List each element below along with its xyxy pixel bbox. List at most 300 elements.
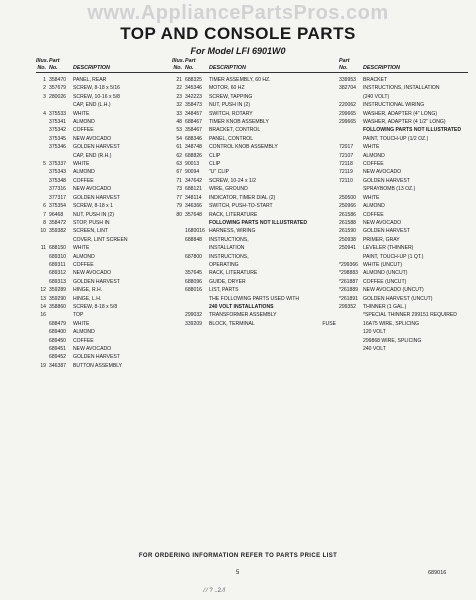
- illus-number: [36, 118, 49, 126]
- part-row: [318, 236, 468, 244]
- part-description: *SPECIAL THINNER 299151 REQUIRED: [363, 312, 457, 319]
- part-description: BUTTON ASSEMBLY: [73, 362, 123, 369]
- part-number: [49, 236, 73, 244]
- part-row: [172, 135, 332, 143]
- illus-number: 79: [176, 203, 182, 210]
- header-part-no: No.: [49, 65, 58, 71]
- part-description: TIMER ASSEMBLY, 60 HZ.: [209, 77, 271, 83]
- illus-number: [36, 278, 49, 286]
- part-row: [36, 337, 176, 345]
- part-description: SCREW, TAPPING: [209, 93, 253, 100]
- part-number: *261887: [339, 278, 358, 285]
- part-description: PAINT, TOUCH-UP (1/2 OZ.): [363, 135, 429, 142]
- part-number: 250966: [339, 203, 356, 210]
- part-number: [339, 253, 363, 261]
- part-number: 688467: [185, 119, 202, 126]
- part-description: RACK, LITERATURE: [209, 270, 258, 277]
- illus-number: [318, 135, 339, 143]
- part-number: 339209: [185, 320, 202, 327]
- part-description: GOLDEN HARVEST: [73, 194, 120, 201]
- part-row: [318, 101, 468, 109]
- part-row: [36, 211, 176, 219]
- part-number: 375337: [49, 161, 66, 168]
- part-number: [339, 311, 363, 319]
- part-row: [318, 118, 468, 126]
- illus-number: 11: [40, 245, 46, 252]
- part-row: [172, 143, 332, 151]
- part-row: [36, 328, 176, 336]
- part-row: [172, 244, 332, 252]
- part-description: SCREW, 10-16 x 5/8: [73, 93, 120, 100]
- header-description: DESCRIPTION: [363, 65, 400, 71]
- part-row: [318, 135, 468, 143]
- part-description: COFFEE (UNCUT): [363, 278, 407, 285]
- part-number: 688826: [185, 152, 202, 159]
- header-illus: [318, 58, 339, 65]
- part-description: 16A75 WIRE, SPLICING: [363, 320, 420, 327]
- part-description: (240 VOLT): [363, 93, 390, 100]
- part-number: 357679: [49, 85, 66, 92]
- part-row: [172, 253, 332, 261]
- part-row: [36, 202, 176, 210]
- illus-number: [36, 126, 49, 134]
- part-description: RACK, LITERATURE: [209, 211, 258, 218]
- part-number: 342223: [185, 93, 202, 100]
- part-description: GOLDEN HARVEST: [73, 144, 120, 151]
- part-number: [185, 295, 209, 303]
- part-row: [36, 311, 176, 319]
- part-description: COFFEE: [73, 127, 94, 134]
- part-description: NEW AVOCADO: [73, 186, 112, 193]
- illus-number: [36, 236, 49, 244]
- part-number: 689400: [49, 329, 66, 336]
- part-row: [318, 320, 468, 328]
- part-description: COVER, LINT SCREEN: [73, 236, 128, 243]
- page-number: 5: [236, 570, 240, 576]
- part-number: 90013: [185, 161, 200, 168]
- header-part: Part: [339, 58, 350, 64]
- part-row: [36, 143, 176, 151]
- illus-number: 7: [43, 211, 46, 218]
- part-description: COFFEE: [73, 337, 94, 344]
- illus-number: [318, 295, 339, 303]
- watermark: www.AppliancePartsPros.com: [87, 2, 389, 24]
- illus-number: [318, 152, 339, 160]
- column-header-top: [172, 58, 332, 65]
- part-description: COFFEE: [363, 161, 384, 168]
- document-number: 689016: [428, 570, 447, 576]
- part-description: BRACKET, CONTROL: [209, 127, 261, 134]
- illus-number: [318, 236, 339, 244]
- part-number: 688121: [185, 186, 202, 193]
- column-header: [318, 65, 468, 73]
- part-row: [318, 143, 468, 151]
- part-number: *261891: [339, 295, 358, 302]
- part-description: ALMOND: [73, 253, 95, 260]
- part-description: FOLLOWING PARTS NOT ILLUSTRATED: [363, 127, 461, 134]
- illus-number: [318, 219, 339, 227]
- column-header-top: [318, 58, 468, 65]
- part-number: [339, 135, 363, 143]
- part-description: WHITE: [363, 194, 380, 201]
- part-number: [339, 345, 363, 353]
- part-number: 299665: [339, 110, 356, 117]
- part-number: 375354: [49, 203, 66, 210]
- part-row: [172, 211, 332, 219]
- part-description: THINNER (1 GAL.): [363, 303, 407, 310]
- part-number: 347642: [185, 177, 202, 184]
- illus-number: 48: [176, 119, 182, 126]
- illus-number: 61: [176, 144, 182, 151]
- part-description: GOLDEN HARVEST (UNCUT): [363, 295, 433, 302]
- part-description: NEW AVOCADO: [363, 169, 402, 176]
- part-row: [318, 110, 468, 118]
- part-description: CONTROL KNOB ASSEMBLY: [209, 144, 278, 151]
- part-number: 72017: [339, 144, 354, 151]
- illus-number: 2: [43, 85, 46, 92]
- part-number: 359382: [49, 228, 66, 235]
- illus-number: 3: [43, 93, 46, 100]
- part-row: [172, 194, 332, 202]
- part-description: WASHER, ADAPTER (4 1/2" LONG): [363, 119, 446, 126]
- illus-number: [36, 185, 49, 193]
- part-row: [318, 219, 468, 227]
- part-description: GOLDEN HARVEST: [73, 354, 120, 361]
- part-description: NEW AVOCADO (UNCUT): [363, 287, 424, 294]
- illus-number: 53: [176, 127, 182, 134]
- part-row: [318, 202, 468, 210]
- illus-number: [318, 253, 339, 261]
- part-description: THE FOLLOWING PARTS USED WITH: [209, 295, 300, 302]
- part-number: [339, 337, 363, 345]
- illus-number: 22: [176, 85, 182, 92]
- illus-number: 32: [176, 102, 182, 109]
- part-number: 357645: [185, 270, 202, 277]
- part-number: 375342: [49, 127, 66, 134]
- part-description: TIMER KNOB ASSEMBLY: [209, 119, 269, 126]
- illus-number: [36, 135, 49, 143]
- part-row: [36, 269, 176, 277]
- part-number: [339, 93, 363, 101]
- illus-number: 12: [40, 287, 46, 294]
- column-header-top: [36, 58, 176, 65]
- part-number: [185, 261, 209, 269]
- part-description: COFFEE: [73, 177, 94, 184]
- illus-number: [36, 168, 49, 176]
- part-number: 250500: [339, 194, 356, 201]
- part-description: INSTALLATION: [209, 245, 245, 252]
- part-row: [318, 253, 468, 261]
- illus-number: [172, 269, 185, 277]
- part-description: NUT, PUSH IN (2): [73, 211, 115, 218]
- part-description: TOP: [73, 312, 84, 319]
- part-row: [36, 84, 176, 92]
- part-description: "U" CLIP: [209, 169, 230, 176]
- part-row: [318, 269, 468, 277]
- part-number: 72110: [339, 177, 353, 184]
- illus-number: 23: [176, 93, 182, 100]
- part-row: [36, 253, 176, 261]
- part-row: [318, 177, 468, 185]
- illus-number: 8: [43, 219, 46, 226]
- part-row: [172, 101, 332, 109]
- part-description: HARNESS, WIRING: [209, 228, 256, 235]
- part-number: 375346: [49, 144, 66, 151]
- illus-number: [36, 353, 49, 361]
- illus-number: 21: [176, 77, 182, 83]
- part-row: [36, 244, 176, 252]
- part-description: SWITCH, ROTARY: [209, 110, 253, 117]
- part-number: 377316: [49, 186, 66, 193]
- illus-number: 14: [40, 303, 46, 310]
- part-row: [172, 236, 332, 244]
- part-description: NEW AVOCADO: [363, 219, 402, 226]
- illus-number: [36, 320, 49, 328]
- part-number: [185, 303, 209, 311]
- part-description: PANEL, CONTROL: [209, 135, 254, 142]
- header-no: [318, 65, 339, 72]
- illus-number: 10: [40, 228, 46, 235]
- part-description: NEW AVOCADO: [73, 346, 112, 352]
- illus-number: 19: [40, 362, 46, 369]
- part-number: *299366: [339, 261, 358, 268]
- illus-number: [318, 202, 339, 210]
- part-description: NEW AVOCADO: [73, 135, 112, 142]
- part-number: 90094: [185, 169, 200, 176]
- illus-number: [36, 328, 49, 336]
- part-row: [36, 236, 176, 244]
- parts-column-1: [36, 58, 176, 370]
- illus-number: [318, 177, 339, 185]
- parts-column-3: [318, 58, 468, 353]
- part-description: INDICATOR, TIMER DIAL (2): [209, 194, 276, 201]
- part-row: [318, 345, 468, 353]
- part-row: [318, 303, 468, 311]
- header-no: No.: [173, 65, 182, 71]
- illus-number: 16: [40, 312, 46, 319]
- part-description: WASHER, ADAPTER (4" LONG): [363, 110, 438, 117]
- part-description: SCREEN, LINT: [73, 228, 109, 235]
- illus-number: 6: [43, 203, 46, 210]
- illus-number: [36, 345, 49, 353]
- part-description: WIRE, GROUND: [209, 186, 248, 193]
- part-number: 72119: [339, 169, 353, 176]
- column-header: [172, 65, 332, 73]
- illus-number: [36, 337, 49, 345]
- part-description: 299868 WIRE, SPLICING: [363, 337, 422, 344]
- part-description: GOLDEN HARVEST: [363, 228, 410, 235]
- part-description: INSTRUCTIONS,: [209, 253, 249, 260]
- part-row: [36, 76, 176, 84]
- part-description: ALMOND: [73, 329, 95, 336]
- part-number: 688325: [185, 77, 202, 83]
- part-number: 220062: [339, 102, 356, 109]
- illus-number: [172, 227, 185, 235]
- section-heading: [172, 219, 332, 227]
- illus-number: 80: [176, 211, 182, 218]
- part-number: 688479: [49, 320, 66, 327]
- part-row: [172, 177, 332, 185]
- part-row: [172, 152, 332, 160]
- part-row: [36, 110, 176, 118]
- illus-number: [318, 311, 339, 319]
- illus-number: 5: [43, 161, 46, 168]
- part-row: [318, 261, 468, 269]
- part-description: WHITE: [73, 110, 90, 117]
- part-number: 689452: [49, 354, 66, 361]
- illus-number: [318, 93, 339, 101]
- part-number: [339, 185, 363, 193]
- part-description: PANEL, REAR: [73, 77, 107, 83]
- part-number: 689313: [49, 278, 66, 285]
- part-row: [36, 227, 176, 235]
- part-row: [318, 244, 468, 252]
- illus-number: 13: [40, 295, 46, 302]
- part-description: TRANSFORMER ASSEMBLY: [209, 312, 277, 319]
- illus-number: [318, 118, 339, 126]
- part-row: [36, 160, 176, 168]
- part-row: [318, 278, 468, 286]
- illus-number: [318, 328, 339, 336]
- part-row: [318, 211, 468, 219]
- part-description: LIST, PARTS: [209, 287, 239, 294]
- part-row: [318, 328, 468, 336]
- part-description: 240 VOLT INSTALLATIONS: [209, 303, 274, 310]
- part-number: 346366: [185, 203, 202, 210]
- part-number: 261586: [339, 211, 356, 218]
- illus-number: [36, 253, 49, 261]
- part-number: 358473: [185, 102, 202, 109]
- part-number: [185, 219, 209, 227]
- illus-number: 67: [176, 169, 182, 176]
- illus-number: [36, 261, 49, 269]
- header-spacer: [363, 58, 468, 65]
- illus-number: [36, 269, 49, 277]
- header-no: No.: [37, 65, 46, 71]
- part-row: [36, 126, 176, 134]
- illus-number: [318, 278, 339, 286]
- part-row: [318, 227, 468, 235]
- part-number: *261889: [339, 287, 358, 294]
- part-row: [172, 93, 332, 101]
- part-row: [36, 345, 176, 353]
- part-description: CLIP: [209, 161, 221, 168]
- part-number: 375343: [49, 169, 66, 176]
- illus-number: [172, 303, 185, 311]
- illus-number: [172, 286, 185, 294]
- part-row: [36, 219, 176, 227]
- illus-number: [318, 168, 339, 176]
- part-number: [185, 244, 209, 252]
- part-description: STOP, PUSH IN: [73, 219, 110, 226]
- illus-number: [318, 211, 339, 219]
- illus-number: [318, 126, 339, 134]
- part-row: [172, 185, 332, 193]
- illus-number: [172, 253, 185, 261]
- part-row: [172, 76, 332, 84]
- header-part: Part: [185, 58, 196, 64]
- part-number: 348748: [185, 144, 202, 151]
- part-number: 375533: [49, 110, 66, 117]
- part-number: 688016: [185, 287, 202, 294]
- part-row: [172, 227, 332, 235]
- part-number: 261590: [339, 228, 356, 235]
- part-number: 96468: [49, 211, 64, 218]
- part-number: 299352: [339, 303, 356, 310]
- illus-number: [36, 152, 49, 160]
- part-description: 120 VOLT: [363, 329, 386, 336]
- part-row: [318, 295, 468, 303]
- part-number: 358472: [49, 219, 66, 226]
- bottom-mark: ⁄ ⁄ ? ..2 ⁄/: [204, 588, 226, 594]
- part-row: [318, 337, 468, 345]
- header-spacer: [209, 58, 332, 65]
- part-description: 240 VOLT: [363, 346, 386, 352]
- part-row: [36, 118, 176, 126]
- illus-number: [318, 303, 339, 311]
- ordering-info-footer: FOR ORDERING INFORMATION REFER TO PARTS PRICE LIST: [138, 553, 338, 559]
- illus-number: [318, 194, 339, 202]
- illus-number: [318, 269, 339, 277]
- illus-number: [172, 244, 185, 252]
- illus-number: [172, 320, 185, 328]
- part-description: WHITE: [363, 144, 380, 151]
- part-row: [172, 118, 332, 126]
- part-number: 382704: [339, 85, 356, 92]
- part-description: WHITE: [73, 320, 90, 327]
- illus-number: 1: [43, 77, 46, 83]
- illus-number: [36, 194, 49, 202]
- part-description: ALMOND (UNCUT): [363, 270, 408, 277]
- illus-number: [36, 143, 49, 151]
- part-row: [318, 286, 468, 294]
- part-description: ALMOND: [363, 203, 385, 210]
- part-row: [36, 261, 176, 269]
- part-number: 280026: [49, 93, 66, 100]
- part-row: [172, 126, 332, 134]
- parts-column-2: [172, 58, 332, 328]
- part-number: 688150: [49, 245, 66, 252]
- part-number: 345346: [185, 85, 202, 92]
- part-description: BLOCK, TERMINAL: [209, 320, 255, 327]
- part-description: NUT, PUSH IN (2): [209, 102, 251, 109]
- part-row: [318, 185, 468, 193]
- illus-number: [172, 295, 185, 303]
- part-number: 250938: [339, 236, 356, 243]
- part-description: COFFEE: [363, 211, 384, 218]
- part-number: 689310: [49, 253, 66, 260]
- illus-number: 33: [176, 110, 182, 117]
- illus-number: 4: [43, 110, 46, 117]
- part-description: SWITCH, PUSH-TO-START: [209, 203, 273, 210]
- part-row: [172, 202, 332, 210]
- header-illus: Illus.: [36, 58, 49, 64]
- illus-number: [36, 177, 49, 185]
- part-row: [36, 177, 176, 185]
- part-number: 348457: [185, 110, 202, 117]
- part-description: HINGE, L.H.: [73, 295, 102, 302]
- illus-number: [318, 337, 339, 345]
- part-row: [172, 311, 332, 319]
- part-number: [49, 101, 73, 109]
- part-description: ALMOND: [73, 169, 95, 176]
- part-row: [318, 76, 468, 84]
- part-number: 72107: [339, 152, 354, 159]
- part-description: INSTRUCTIONAL WIRING: [363, 102, 425, 109]
- header-illus: Illus.: [172, 58, 185, 64]
- illus-number: [318, 286, 339, 294]
- section-heading: [172, 303, 332, 311]
